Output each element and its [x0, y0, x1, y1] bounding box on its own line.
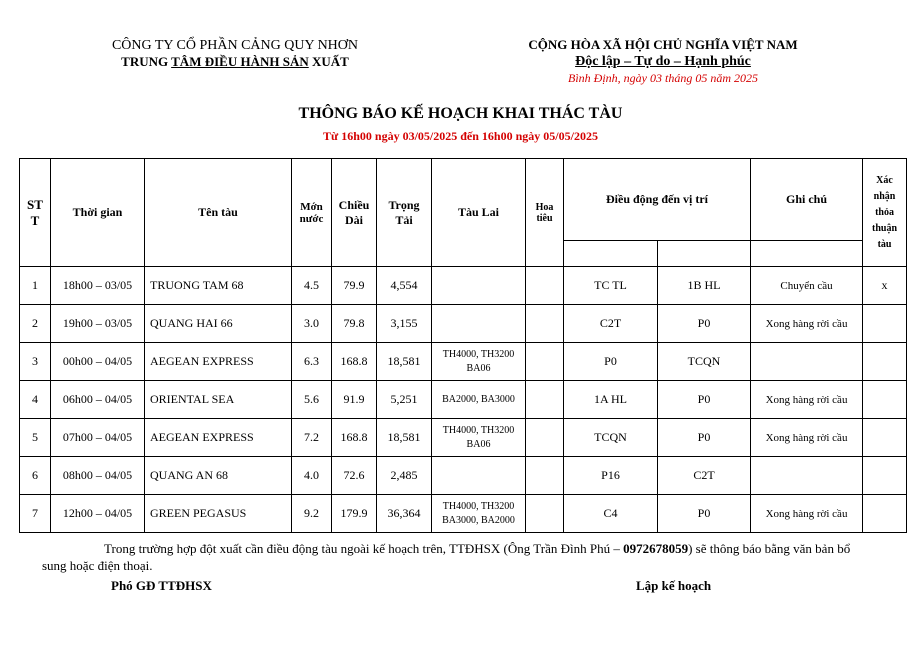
cell-ship: QUANG HAI 66	[145, 305, 292, 343]
cell-ship: ORIENTAL SEA	[145, 381, 292, 419]
cell-ship: AEGEAN EXPRESS	[145, 419, 292, 457]
cell-stt: 3	[20, 343, 51, 381]
cell-move-to: P0	[658, 305, 751, 343]
cell-tug	[432, 305, 526, 343]
cell-confirm	[863, 457, 907, 495]
cell-move-from: 1A HL	[564, 381, 658, 419]
header-draft: Mớn nước	[292, 159, 332, 267]
cell-tug: BA2000, BA3000	[432, 381, 526, 419]
cell-tonnage: 36,364	[377, 495, 432, 533]
cell-move-from: TCQN	[564, 419, 658, 457]
cell-tug	[432, 457, 526, 495]
table-row	[20, 381, 907, 419]
header-note-sub	[751, 241, 863, 267]
company-name: CÔNG TY CỔ PHẦN CẢNG QUY NHƠN	[111, 38, 359, 53]
cell-draft: 7.2	[292, 419, 332, 457]
header-tug: Tàu Lai	[432, 159, 526, 267]
cell-draft: 6.3	[292, 343, 332, 381]
cell-stt: 5	[20, 419, 51, 457]
cell-note	[751, 457, 863, 495]
cell-time: 18h00 – 03/05	[51, 267, 145, 305]
nation-header	[488, 37, 838, 86]
cell-stt: 4	[20, 381, 51, 419]
header-length: Chiều Dài	[332, 159, 377, 267]
place-date: Bình Định, ngày 03 tháng 05 năm 2025	[568, 71, 758, 85]
cell-move-to: TCQN	[658, 343, 751, 381]
header-tonnage: Trọng Tải	[377, 159, 432, 267]
cell-time: 19h00 – 03/05	[51, 305, 145, 343]
cell-pilot	[526, 343, 564, 381]
table-row	[20, 267, 907, 305]
cell-move-from: C4	[564, 495, 658, 533]
cell-move-to: P0	[658, 495, 751, 533]
cell-ship: QUANG AN 68	[145, 457, 292, 495]
cell-tonnage: 2,485	[377, 457, 432, 495]
cell-time: 00h00 – 04/05	[51, 343, 145, 381]
cell-move-from: P16	[564, 457, 658, 495]
department-underlined: TÂM ĐIỀU HÀNH SẢN	[171, 54, 309, 69]
document-subtitle: Từ 16h00 ngày 03/05/2025 đến 16h00 ngày 05/05/2025	[323, 129, 598, 143]
cell-confirm	[863, 495, 907, 533]
cell-pilot	[526, 267, 564, 305]
header-move-from	[564, 241, 658, 267]
header-note: Ghi chú	[751, 159, 863, 241]
motto: Độc lập – Tự do – Hạnh phúc	[575, 54, 751, 69]
cell-move-to: C2T	[658, 457, 751, 495]
cell-draft: 5.6	[292, 381, 332, 419]
header-pilot: Hoa tiêu	[526, 159, 564, 267]
cell-pilot	[526, 381, 564, 419]
cell-stt: 7	[20, 495, 51, 533]
department-name	[60, 54, 410, 70]
cell-tug: TH4000, TH3200 BA06	[432, 419, 526, 457]
signature-right: Lập kế hoạch	[636, 578, 712, 593]
cell-tonnage: 3,155	[377, 305, 432, 343]
cell-move-to: 1B HL	[658, 267, 751, 305]
cell-ship: TRUONG TAM 68	[145, 267, 292, 305]
cell-length: 91.9	[332, 381, 377, 419]
nation-title: CỘNG HÒA XÃ HỘI CHỦ NGHĨA VIỆT NAM	[528, 37, 798, 52]
header-ship: Tên tàu	[145, 159, 292, 267]
cell-pilot	[526, 457, 564, 495]
footnote-text-before: Trong trường hợp đột xuất cần điều động tàu ngoài kế hoạch trên, TTĐHSX (Ông Trần Đình Phú –	[104, 541, 624, 556]
cell-length: 179.9	[332, 495, 377, 533]
cell-length: 79.8	[332, 305, 377, 343]
cell-pilot	[526, 495, 564, 533]
company-header	[60, 38, 410, 70]
cell-move-from: TC TL	[564, 267, 658, 305]
department-prefix: TRUNG	[121, 54, 172, 69]
document-title: THÔNG BÁO KẾ HOẠCH KHAI THÁC TÀU	[298, 105, 623, 122]
cell-length: 168.8	[332, 343, 377, 381]
footnote	[42, 540, 872, 574]
header-move-to	[658, 241, 751, 267]
header-time: Thời gian	[51, 159, 145, 267]
cell-move-to: P0	[658, 381, 751, 419]
table-row	[20, 343, 907, 381]
cell-confirm	[863, 305, 907, 343]
department-suffix: XUẤT	[308, 54, 349, 69]
cell-tonnage: 18,581	[377, 343, 432, 381]
cell-confirm	[863, 381, 907, 419]
cell-ship: AEGEAN EXPRESS	[145, 343, 292, 381]
table-row	[20, 495, 907, 533]
cell-confirm	[863, 343, 907, 381]
table-body	[20, 267, 907, 533]
table-row	[20, 457, 907, 495]
cell-move-from: C2T	[564, 305, 658, 343]
cell-time: 06h00 – 04/05	[51, 381, 145, 419]
cell-note	[751, 343, 863, 381]
table-row	[20, 419, 907, 457]
cell-tug: TH4000, TH3200 BA3000, BA2000	[432, 495, 526, 533]
cell-time: 12h00 – 04/05	[51, 495, 145, 533]
cell-stt: 6	[20, 457, 51, 495]
signature-left: Phó GĐ TTĐHSX	[111, 578, 212, 593]
cell-tonnage: 18,581	[377, 419, 432, 457]
cell-tug: TH4000, TH3200 BA06	[432, 343, 526, 381]
cell-ship: GREEN PEGASUS	[145, 495, 292, 533]
table-row	[20, 305, 907, 343]
header-stt: ST T	[20, 159, 51, 267]
cell-time: 07h00 – 04/05	[51, 419, 145, 457]
footnote-phone: 0972678059	[623, 541, 689, 556]
cell-note: Xong hàng rời cầu	[751, 381, 863, 419]
cell-stt: 1	[20, 267, 51, 305]
cell-draft: 4.0	[292, 457, 332, 495]
cell-note: Chuyển cầu	[751, 267, 863, 305]
cell-move-from: P0	[564, 343, 658, 381]
cell-confirm	[863, 419, 907, 457]
cell-confirm: x	[863, 267, 907, 305]
cell-stt: 2	[20, 305, 51, 343]
footnote-text-after: ) sẽ thông báo bằng văn bản bổ sung hoặc điện thoại.	[42, 541, 851, 573]
cell-length: 72.6	[332, 457, 377, 495]
cell-tonnage: 5,251	[377, 381, 432, 419]
header-move: Điều động đến vị trí	[564, 159, 751, 241]
header-confirm: Xác nhận thỏa thuận tàu	[863, 159, 907, 267]
cell-draft: 9.2	[292, 495, 332, 533]
cell-pilot	[526, 419, 564, 457]
cell-tonnage: 4,554	[377, 267, 432, 305]
cell-draft: 3.0	[292, 305, 332, 343]
cell-length: 168.8	[332, 419, 377, 457]
cell-pilot	[526, 305, 564, 343]
cell-note: Xong hàng rời cầu	[751, 305, 863, 343]
cell-note: Xong hàng rời cầu	[751, 419, 863, 457]
cell-note: Xong hàng rời cầu	[751, 495, 863, 533]
cell-tug	[432, 267, 526, 305]
cell-draft: 4.5	[292, 267, 332, 305]
cell-time: 08h00 – 04/05	[51, 457, 145, 495]
ship-plan-table	[19, 158, 907, 533]
cell-length: 79.9	[332, 267, 377, 305]
cell-move-to: P0	[658, 419, 751, 457]
